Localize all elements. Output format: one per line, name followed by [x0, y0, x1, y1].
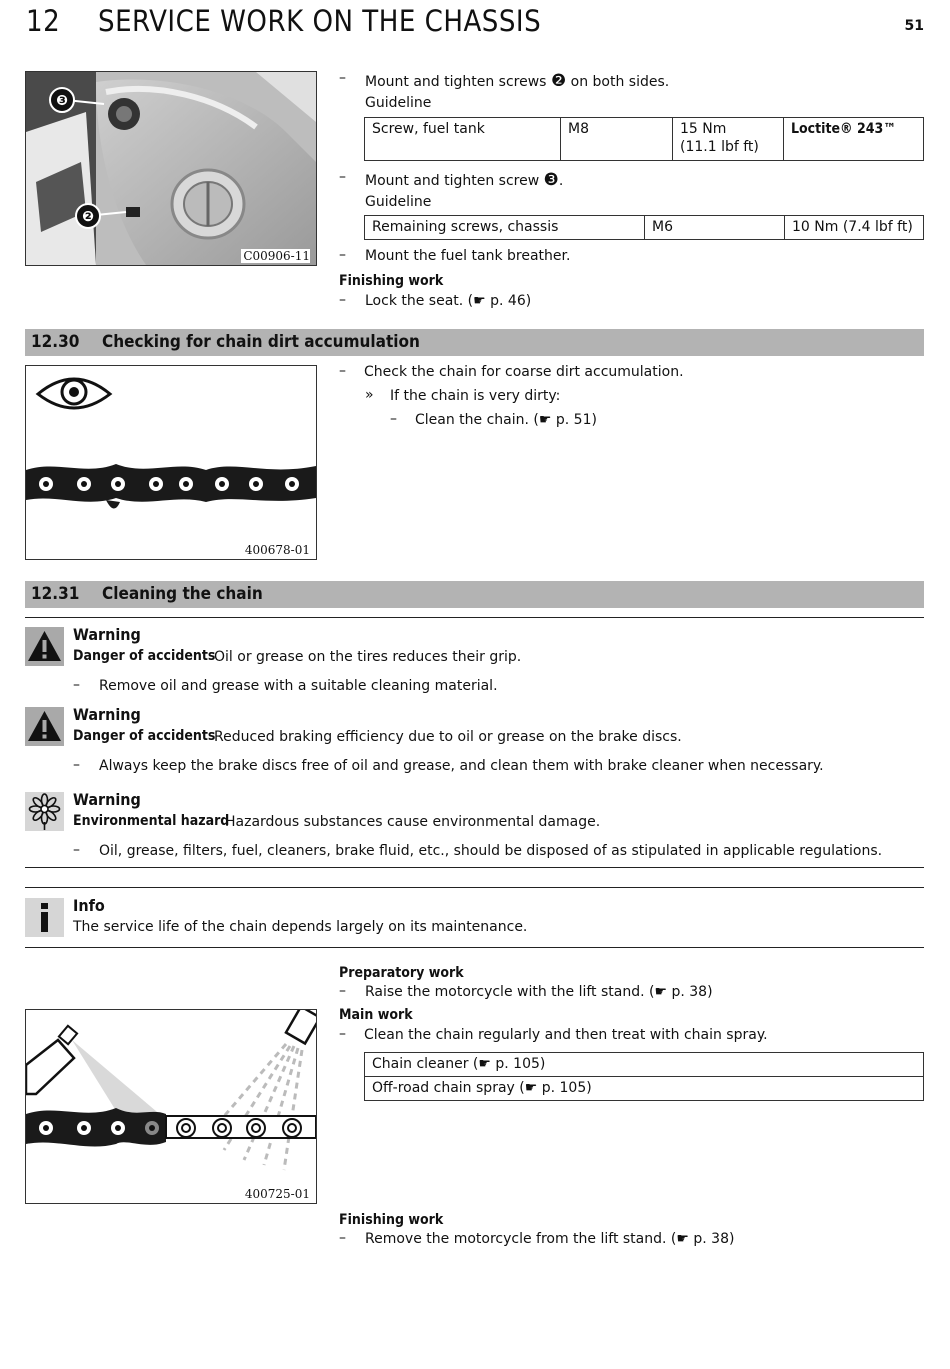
step-mount-screws-2 — [365, 71, 669, 91]
fuel-tank-torque-table — [364, 117, 924, 161]
warning-triangle-icon — [25, 627, 64, 666]
condition-text: If the chain is very dirty: — [390, 388, 561, 404]
warning-type: Environmental hazard — [73, 813, 230, 829]
guideline-label: Guideline — [365, 194, 432, 210]
warning-text: Reduced braking efficiency due to oil or grease on the brake discs. — [214, 729, 682, 745]
warning-heading: Warning — [73, 625, 141, 644]
divider — [25, 887, 924, 888]
table-cell: 10 Nm (7.4 lbf ft) — [785, 216, 924, 240]
step-text: . — [558, 173, 564, 189]
divider — [25, 947, 924, 948]
warning-type: Danger of accidents — [73, 728, 216, 744]
step-text: Mount and tighten screw — [365, 173, 540, 189]
callout-ref: ❸ — [543, 170, 559, 190]
material-item: Off-road chain spray (☛ p. 105) — [365, 1077, 924, 1101]
warning-heading: Warning — [73, 790, 141, 809]
chassis-torque-table — [364, 215, 924, 240]
step-text: on both sides. — [570, 74, 670, 90]
divider — [25, 867, 924, 868]
callout-2: ❷ — [82, 209, 94, 225]
table-cell: M6 — [645, 216, 785, 240]
table-cell: Screw, fuel tank — [365, 118, 561, 161]
table-cell: Loctite® 243™ — [784, 118, 924, 161]
image-caption: 400678-01 — [244, 543, 310, 557]
dash: – — [339, 363, 346, 379]
image-caption: C00906-11 — [243, 249, 310, 263]
preparatory-work-label: Preparatory work — [339, 965, 464, 981]
section-header-12-31 — [25, 581, 924, 608]
chain-inspection-illustration — [25, 365, 317, 560]
dash: – — [339, 1230, 346, 1246]
section-number: 12.30 — [31, 332, 80, 352]
dash: – — [339, 292, 346, 308]
environment-flower-icon — [25, 792, 64, 831]
dash: – — [339, 70, 346, 86]
finishing-work-label: Finishing work — [339, 273, 444, 289]
chapter-number: 12 — [26, 4, 61, 38]
fuel-tank-photo — [25, 71, 317, 266]
section-header-12-30 — [25, 329, 924, 356]
finishing-work-label: Finishing work — [339, 1212, 444, 1228]
dash: – — [339, 1026, 346, 1042]
chapter-title: SERVICE WORK ON THE CHASSIS — [98, 4, 542, 38]
table-cell: M8 — [561, 118, 673, 161]
table-cell — [673, 118, 784, 161]
dash: – — [339, 169, 346, 185]
warning-action: Oil, grease, filters, fuel, cleaners, brake fluid, etc., should be disposed of as stipulated in applicable regulations. — [99, 843, 883, 859]
eye-icon — [38, 379, 110, 408]
divider — [25, 617, 924, 618]
step-mount-screw-3 — [365, 170, 563, 190]
dash: – — [73, 757, 80, 773]
spray-can-right — [208, 1010, 316, 1170]
section-number: 12.31 — [31, 584, 80, 604]
warning-type: Danger of accidents — [73, 648, 216, 664]
torque-value: 15 Nm — [680, 121, 727, 137]
warning-triangle-icon — [25, 707, 64, 746]
image-caption: 400725-01 — [244, 1187, 310, 1201]
dash: – — [390, 411, 397, 427]
material-item: Chain cleaner (☛ p. 105) — [365, 1053, 924, 1077]
dirty-chain — [26, 464, 316, 509]
fuel-tank-illustration — [26, 72, 316, 265]
main-work-label: Main work — [339, 1007, 413, 1023]
callout-ref: ❷ — [550, 71, 567, 91]
dash: – — [339, 983, 346, 999]
info-text: The service life of the chain depends largely on its maintenance. — [73, 919, 528, 935]
warning-text: Hazardous substances cause environmental damage. — [225, 814, 601, 830]
step-lock-seat: Lock the seat. (☛ p. 46) — [365, 293, 532, 309]
info-icon — [25, 898, 64, 937]
callout-3: ❸ — [56, 93, 68, 109]
materials-table — [364, 1052, 924, 1101]
table-cell: Remaining screws, chassis — [365, 216, 645, 240]
dash: – — [73, 677, 80, 693]
section-title: Cleaning the chain — [102, 584, 263, 604]
chain-cleaning-illustration — [25, 1009, 317, 1204]
step-check-chain: Check the chain for coarse dirt accumulation. — [364, 364, 684, 380]
page-number: 51 — [904, 18, 924, 34]
info-heading: Info — [73, 896, 105, 915]
dash: – — [73, 842, 80, 858]
step-mount-breather: Mount the fuel tank breather. — [365, 248, 571, 264]
step-remove-motorcycle: Remove the motorcycle from the lift stand. (☛ p. 38) — [365, 1231, 735, 1247]
warning-action: Remove oil and grease with a suitable cleaning material. — [99, 678, 498, 694]
substep-clean-chain: Clean the chain. (☛ p. 51) — [415, 412, 597, 428]
step-text: Mount and tighten screws — [365, 74, 547, 90]
eye-and-chain-drawing — [26, 366, 316, 559]
condition-bullet: » — [365, 387, 374, 403]
section-title: Checking for chain dirt accumulation — [102, 332, 420, 352]
torque-value-imperial: (11.1 lbf ft) — [680, 139, 759, 155]
chain — [26, 1108, 316, 1147]
step-clean-chain: Clean the chain regularly and then treat with chain spray. — [364, 1027, 768, 1043]
guideline-label: Guideline — [365, 95, 432, 111]
spray-and-chain-drawing — [26, 1010, 316, 1203]
warning-heading: Warning — [73, 705, 141, 724]
step-raise-motorcycle: Raise the motorcycle with the lift stand. (☛ p. 38) — [365, 984, 713, 1000]
warning-action: Always keep the brake discs free of oil and grease, and clean them with brake cleaner when necessary. — [99, 758, 824, 774]
warning-text: Oil or grease on the tires reduces their grip. — [214, 649, 522, 665]
dash: – — [339, 247, 346, 263]
